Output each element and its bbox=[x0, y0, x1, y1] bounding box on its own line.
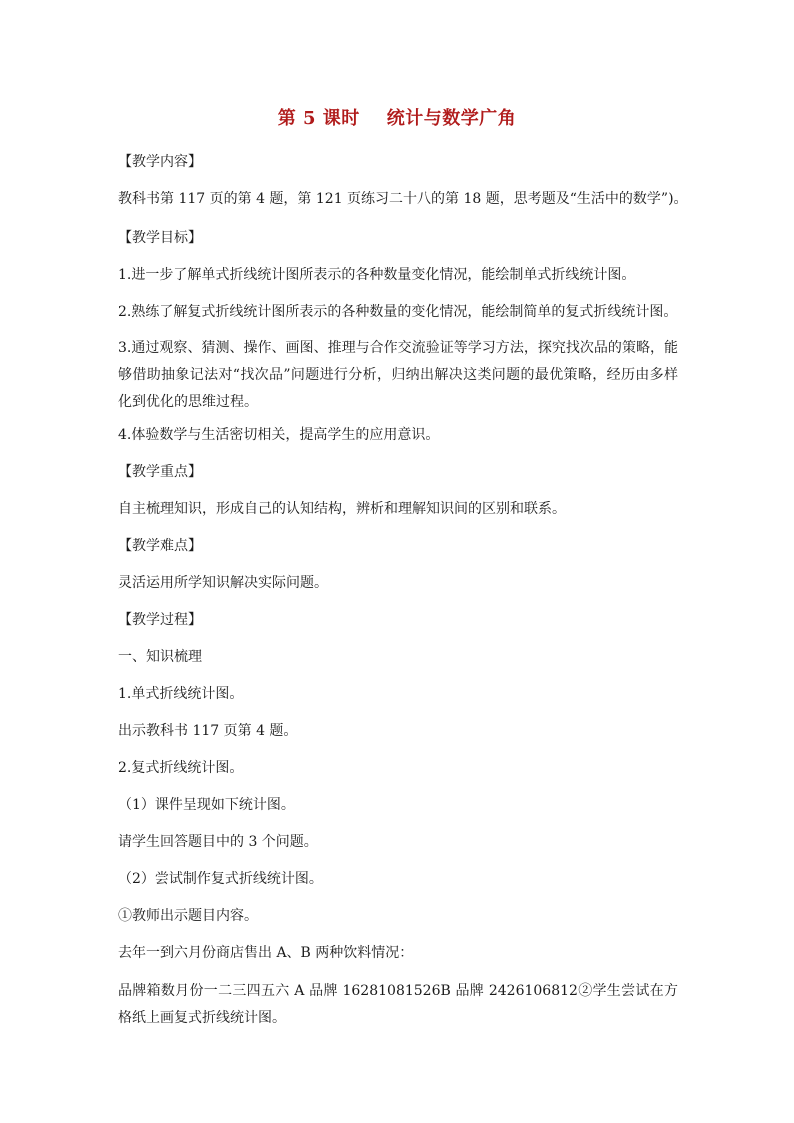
process-heading: 【教学过程】 bbox=[118, 612, 202, 628]
goal-1: 1.进一步了解单式折线统计图所表示的各种数量变化情况，能绘制单式折线统计图。 bbox=[118, 267, 636, 283]
sub-1-text: 请学生回答题目中的 3 个问题。 bbox=[118, 834, 318, 850]
process-part-1: 一、知识梳理 bbox=[118, 649, 202, 665]
goals-heading: 【教学目标】 bbox=[118, 230, 202, 246]
goal-3: 3.通过观察、猜测、操作、画图、推理与合作交流验证等学习方法，探究找次品的策略，能够借助抽象记法对“找次品”问题进行分析，归纳出解决这类问题的最优策略，经历由多样化到优化的思维过程。 bbox=[118, 340, 678, 410]
goal-4: 4.体验数学与生活密切相关，提高学生的应用意识。 bbox=[118, 427, 440, 443]
content-heading: 【教学内容】 bbox=[118, 154, 202, 170]
key-heading: 【教学重点】 bbox=[118, 464, 202, 480]
content-text: 教科书第 117 页的第 4 题，第 121 页练习二十八的第 18 题，思考题及“生活中的数学”)。 bbox=[118, 191, 688, 207]
sub-1: （1）课件呈现如下统计图。 bbox=[118, 797, 295, 813]
goal-2: 2.熟练了解复式折线统计图所表示的各种数量的变化情况，能绘制简单的复式折线统计图。 bbox=[118, 304, 678, 320]
table-text: 品牌箱数月份一二三四五六 A 品牌 16281081526B 品牌 2426106812②学生尝试在方格纸上画复式折线统计图。 bbox=[118, 983, 678, 1026]
page-title: 第 5 课时 统计与数学广角 bbox=[277, 108, 517, 129]
item-1: 1.单式折线统计图。 bbox=[118, 686, 244, 702]
item-1-text: 出示教科书 117 页第 4 题。 bbox=[118, 723, 298, 739]
step-1-text: 去年一到六月份商店售出 A、B 两种饮料情况： bbox=[118, 945, 414, 961]
step-1: ①教师出示题目内容。 bbox=[118, 908, 258, 924]
sub-2: （2）尝试制作复式折线统计图。 bbox=[118, 871, 323, 887]
item-2: 2.复式折线统计图。 bbox=[118, 760, 244, 776]
difficulty-text: 灵活运用所学知识解决实际问题。 bbox=[118, 575, 328, 591]
key-text: 自主梳理知识，形成自己的认知结构，辨析和理解知识间的区别和联系。 bbox=[118, 501, 566, 517]
difficulty-heading: 【教学难点】 bbox=[118, 538, 202, 554]
